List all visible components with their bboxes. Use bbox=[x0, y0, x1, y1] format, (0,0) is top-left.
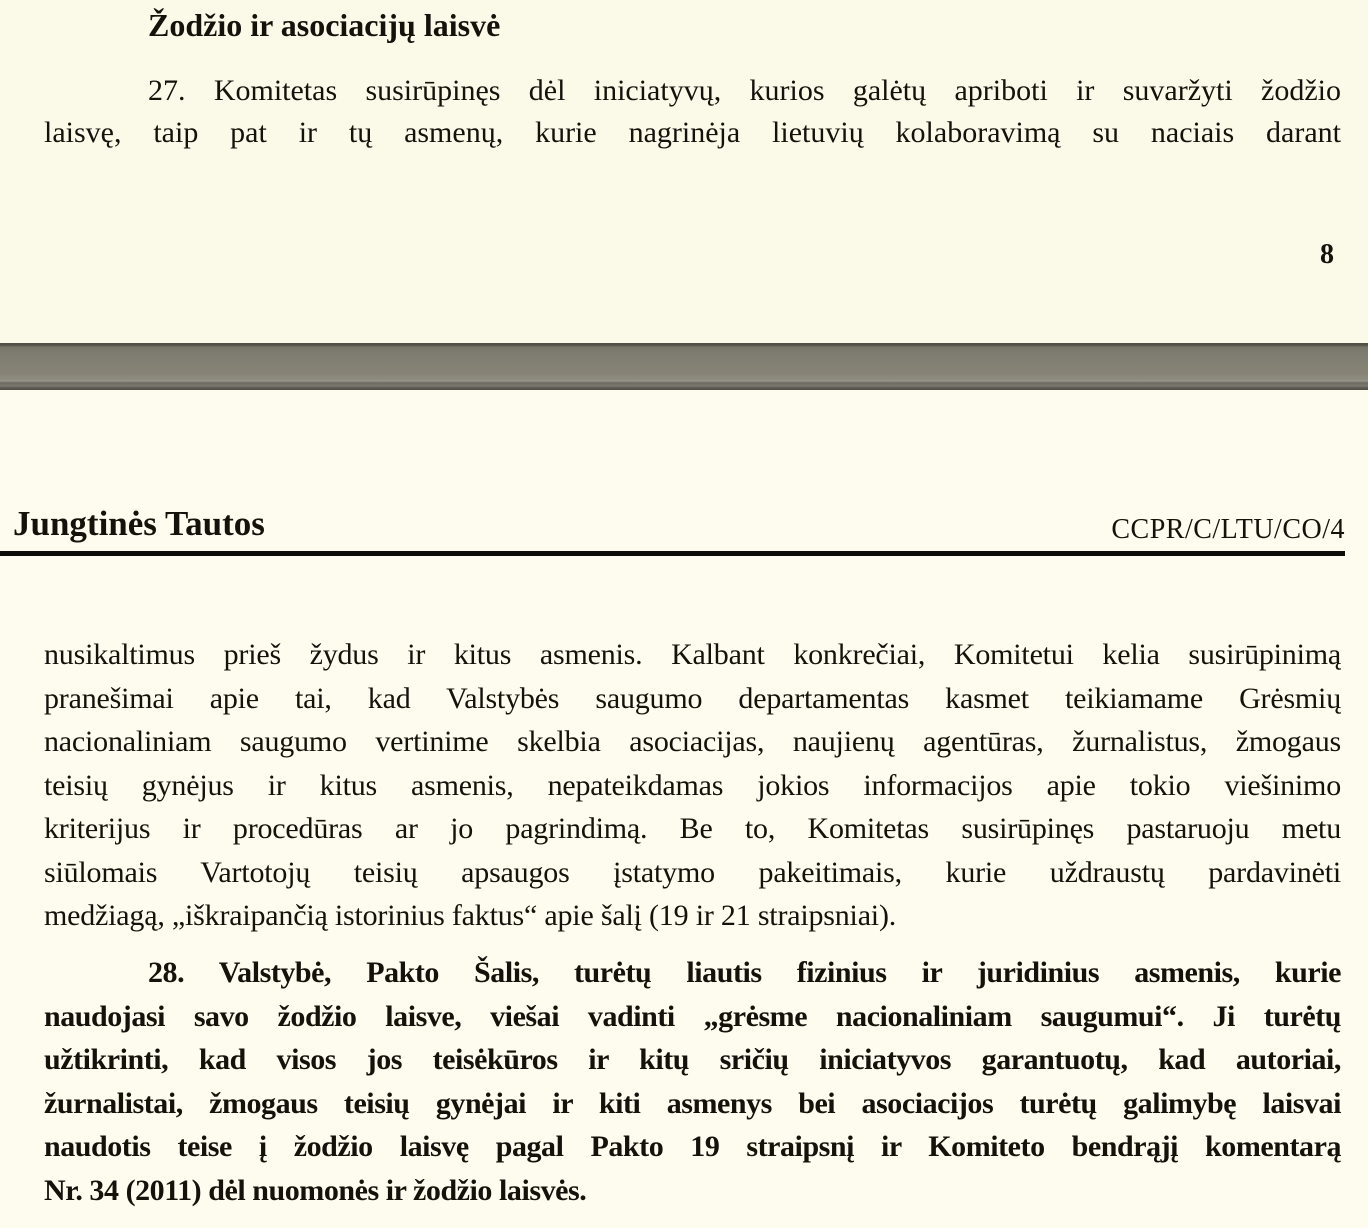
document-symbol: CCPR/C/LTU/CO/4 bbox=[1111, 514, 1345, 545]
body-line: naudotis teise į žodžio laisvę pagal Pakto 19 straipsnį ir Komiteto bendrąjį komentarą bbox=[44, 1130, 1341, 1163]
body-line: žurnalistai, žmogaus teisių gynėjai ir kiti asmenys bei asociacijos turėtų galimybę laisvai bbox=[44, 1086, 1341, 1120]
section-heading: Žodžio ir asociacijų laisvė bbox=[148, 7, 501, 43]
body-line: pranešimai apie tai, kad Valstybės saugumo departamentas kasmet teikiamame Grėsmių bbox=[44, 681, 1341, 715]
body-line: nacionaliniam saugumo vertinime skelbia asociacijas, naujienų agentūras, žurnalistus, žmogaus bbox=[44, 725, 1341, 758]
body-line: kriterijus ir procedūras ar jo pagrindimą. Be to, Komitetas susirūpinęs pastaruoju metu bbox=[44, 812, 1341, 845]
body-line: Nr. 34 (2011) dėl nuomonės ir žodžio laisvės. bbox=[44, 1173, 587, 1207]
page-8-bottom bbox=[0, 0, 1368, 343]
body-line: užtikrinti, kad visos jos teisėkūros ir kitų sričių iniciatyvos garantuotų, kad autoriai, bbox=[44, 1043, 1341, 1076]
paragraph-28 bbox=[44, 951, 1341, 1212]
page-separator-bar bbox=[0, 343, 1368, 390]
header-org-title: Jungtinės Tautos bbox=[13, 504, 265, 543]
body-line: naudojasi savo žodžio laisve, viešai vadinti „grėsme nacionaliniam saugumui“. Ji turėtų bbox=[44, 999, 1341, 1033]
body-line: medžiagą, „iškraipančią istorinius faktus“ apie šalį (19 ir 21 straipsniai). bbox=[44, 899, 897, 932]
body-line: nusikaltimus prieš žydus ir kitus asmenis. Kalbant konkrečiai, Komitetui kelia susirūpinimą bbox=[44, 638, 1341, 671]
paragraph-27-continued bbox=[44, 633, 1341, 938]
paragraph-27-line-1: 27. Komitetas susirūpinęs dėl iniciatyvų, kurios galėtų apriboti ir suvaržyti žodžio bbox=[148, 74, 1341, 107]
body-line: 28. Valstybė, Pakto Šalis, turėtų liautis fizinius ir juridinius asmenis, kurie bbox=[148, 956, 1341, 989]
page-number: 8 bbox=[1320, 239, 1334, 270]
body-line: siūlomais Vartotojų teisių apsaugos įstatymo pakeitimais, kurie uždraustų pardavinėti bbox=[44, 855, 1341, 889]
header-rule bbox=[0, 551, 1345, 556]
paragraph-27-line-2: laisvę, taip pat ir tų asmenų, kurie nagrinėja lietuvių kolaboravimą su naciais darant bbox=[44, 116, 1341, 149]
body-line: teisių gynėjus ir kitus asmenis, nepateikdamas jokios informacijos apie tokio viešinimo bbox=[44, 768, 1341, 802]
